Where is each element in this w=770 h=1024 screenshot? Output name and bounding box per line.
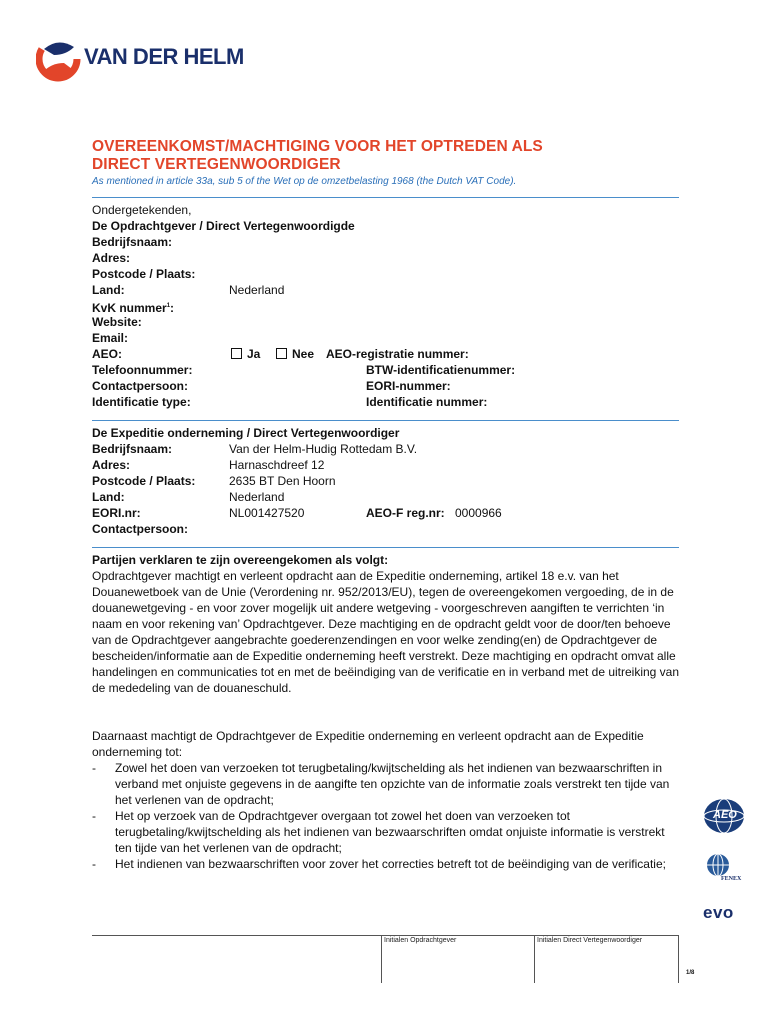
aeo-ja-checkbox[interactable] bbox=[231, 348, 242, 359]
list-item-text: Het indienen van bezwaarschriften voor zover het correcties betreft tot de beëindiging van de verificatie; bbox=[115, 857, 666, 871]
forwarder-postcode-value: 2635 BT Den Hoorn bbox=[229, 474, 336, 488]
kvk-colon: : bbox=[170, 301, 175, 315]
forwarder-land-label: Land: bbox=[92, 490, 125, 504]
kvk-footnote-mark: 1 bbox=[166, 303, 171, 309]
aeo-logo-text: AEO bbox=[713, 809, 737, 821]
list-item-text: Zowel het doen van verzoeken tot terugbetaling/kwijtschelding als het indienen van bezwaarschriften in verband met onjuiste gegevens in de aangifte ten opzichte van de informatie zoals verstrekt ten tijde van het verlenen van de opdracht; bbox=[115, 761, 670, 807]
forwarder-aeo-label: AEO-F reg.nr: bbox=[366, 506, 445, 520]
client-bedrijfsnaam-label: Bedrijfsnaam: bbox=[92, 235, 173, 249]
list-dash: - bbox=[92, 809, 96, 823]
title-line-1: OVEREENKOMST/MACHTIGING VOOR HET OPTREDEN ALS bbox=[92, 138, 543, 155]
forwarder-adres-label: Adres: bbox=[92, 458, 131, 472]
document-subtitle: As mentioned in article 33a, sub 5 of the Wet op de omzetbelasting 1968 (the Dutch VAT Code). bbox=[92, 176, 517, 187]
forwarder-eori-label: EORI.nr: bbox=[92, 506, 141, 520]
footer-rule bbox=[92, 935, 679, 936]
forwarder-heading: De Expeditie onderneming / Direct Vertegenwoordiger bbox=[92, 426, 400, 440]
divider-3 bbox=[92, 547, 679, 548]
client-eori-label: EORI-nummer: bbox=[366, 379, 451, 393]
client-btw-label: BTW-identificatienummer: bbox=[366, 363, 516, 377]
kvk-text: KvK nummer bbox=[92, 301, 167, 315]
forwarder-bedrijfsnaam-value: Van der Helm-Hudig Rottedam B.V. bbox=[229, 442, 418, 456]
list-item bbox=[92, 760, 682, 808]
client-heading: De Opdrachtgever / Direct Vertegenwoordigde bbox=[92, 219, 355, 233]
agreement-paragraph-2 bbox=[92, 728, 682, 760]
aeo-logo bbox=[700, 796, 748, 836]
client-telefoon-label: Telefoonnummer: bbox=[92, 363, 193, 377]
client-land-value: Nederland bbox=[229, 283, 285, 297]
paragraph-1-text: Opdrachtgever machtigt en verleent opdracht aan de Expeditie onderneming, artikel 18 e.v. van het Douanewetboek van de Unie (Verordening nr. 952/2013/EU), tegen de overeengekomen vergoeding, de in de douanewetgeving - en voor zover mogelijk uit andere wetgeving - voorgeschreven aangiften te verrichten ‘in naam en voor rekening van’ Opdrachtgever. Deze machtiging en de opdracht geldt voor de door/ten behoeve van de Opdrachtgever aangebrachte goederenzendingen en voor welke zending(en) de Opdrachtgever de bescheiden/informatie aan de Expeditie onderneming heeft verstrekt. Deze machtiging en opdracht omvat alle handelingen en communicaties tot en met de beëindiging van de verificatie en in verband met de uitreiking van de mededeling van de douaneschuld. bbox=[92, 569, 680, 695]
forwarder-postcode-label: Postcode / Plaats: bbox=[92, 474, 196, 488]
footer-divider-left bbox=[381, 935, 382, 983]
evo-logo-text: evo bbox=[703, 903, 734, 922]
client-adres-label: Adres: bbox=[92, 251, 131, 265]
forwarder-eori-value: NL001427520 bbox=[229, 506, 305, 520]
list-item bbox=[92, 856, 682, 872]
aeo-nee-label: Nee bbox=[292, 347, 315, 361]
client-aeo-label: AEO: bbox=[92, 347, 122, 361]
forwarder-aeo-value: 0000966 bbox=[455, 506, 502, 520]
initialen-opdrachtgever-label: Initialen Opdrachtgever bbox=[384, 937, 457, 944]
forwarder-land-value: Nederland bbox=[229, 490, 285, 504]
client-contact-label: Contactpersoon: bbox=[92, 379, 188, 393]
forwarder-contact-label: Contactpersoon: bbox=[92, 522, 188, 536]
client-ident-type-label: Identificatie type: bbox=[92, 395, 191, 409]
aeo-nee-checkbox[interactable] bbox=[276, 348, 287, 359]
list-item bbox=[92, 808, 682, 856]
client-postcode-label: Postcode / Plaats: bbox=[92, 267, 196, 281]
aeo-ja-label: Ja bbox=[247, 347, 261, 361]
fenex-logo bbox=[703, 852, 753, 886]
forwarder-adres-value: Harnaschdreef 12 bbox=[229, 458, 325, 472]
client-email-label: Email: bbox=[92, 331, 129, 345]
list-dash: - bbox=[92, 761, 96, 775]
list-item-text: Het op verzoek van de Opdrachtgever overgaan tot zowel het doen van verzoeken tot terugbetaling/kwijtschelding als het indienen van bezwaarschriften omdat onjuiste informatie is verstrekt ten tijde van het verlenen van de opdracht; bbox=[115, 809, 665, 855]
agreement-heading: Partijen verklaren te zijn overeengekomen als volgt: bbox=[92, 553, 389, 567]
intro-text: Ondergetekenden, bbox=[92, 203, 192, 217]
client-website-label: Website: bbox=[92, 315, 142, 329]
page-number: 1/8 bbox=[686, 970, 695, 976]
agreement-list bbox=[92, 760, 682, 872]
divider-2 bbox=[92, 420, 679, 421]
footer-divider-mid bbox=[534, 935, 535, 983]
logo-swirl-icon bbox=[36, 35, 82, 85]
fenex-globe-icon bbox=[703, 852, 733, 878]
agreement-paragraph-1 bbox=[92, 568, 682, 696]
logo-wordmark: VAN DER HELM bbox=[84, 44, 244, 69]
fenex-logo-text: FENEX bbox=[721, 876, 742, 882]
company-logo bbox=[36, 35, 244, 85]
list-dash: - bbox=[92, 857, 96, 871]
aeo-reg-label: AEO-registratie nummer: bbox=[326, 347, 469, 361]
divider-1 bbox=[92, 197, 679, 198]
forwarder-bedrijfsnaam-label: Bedrijfsnaam: bbox=[92, 442, 173, 456]
paragraph-2-text: Daarnaast machtigt de Opdrachtgever de Expeditie onderneming en verleent opdracht aan de Expeditie onderneming tot: bbox=[92, 729, 644, 759]
initialen-vertegenwoordiger-label: Initialen Direct Vertegenwoordiger bbox=[537, 937, 643, 944]
document-title bbox=[92, 138, 543, 174]
client-land-label: Land: bbox=[92, 283, 125, 297]
footer-divider-right bbox=[678, 935, 679, 983]
title-line-2: DIRECT VERTEGENWOORDIGER bbox=[92, 156, 341, 173]
client-ident-nr-label: Identificatie nummer: bbox=[366, 395, 488, 409]
evo-logo bbox=[703, 903, 749, 923]
